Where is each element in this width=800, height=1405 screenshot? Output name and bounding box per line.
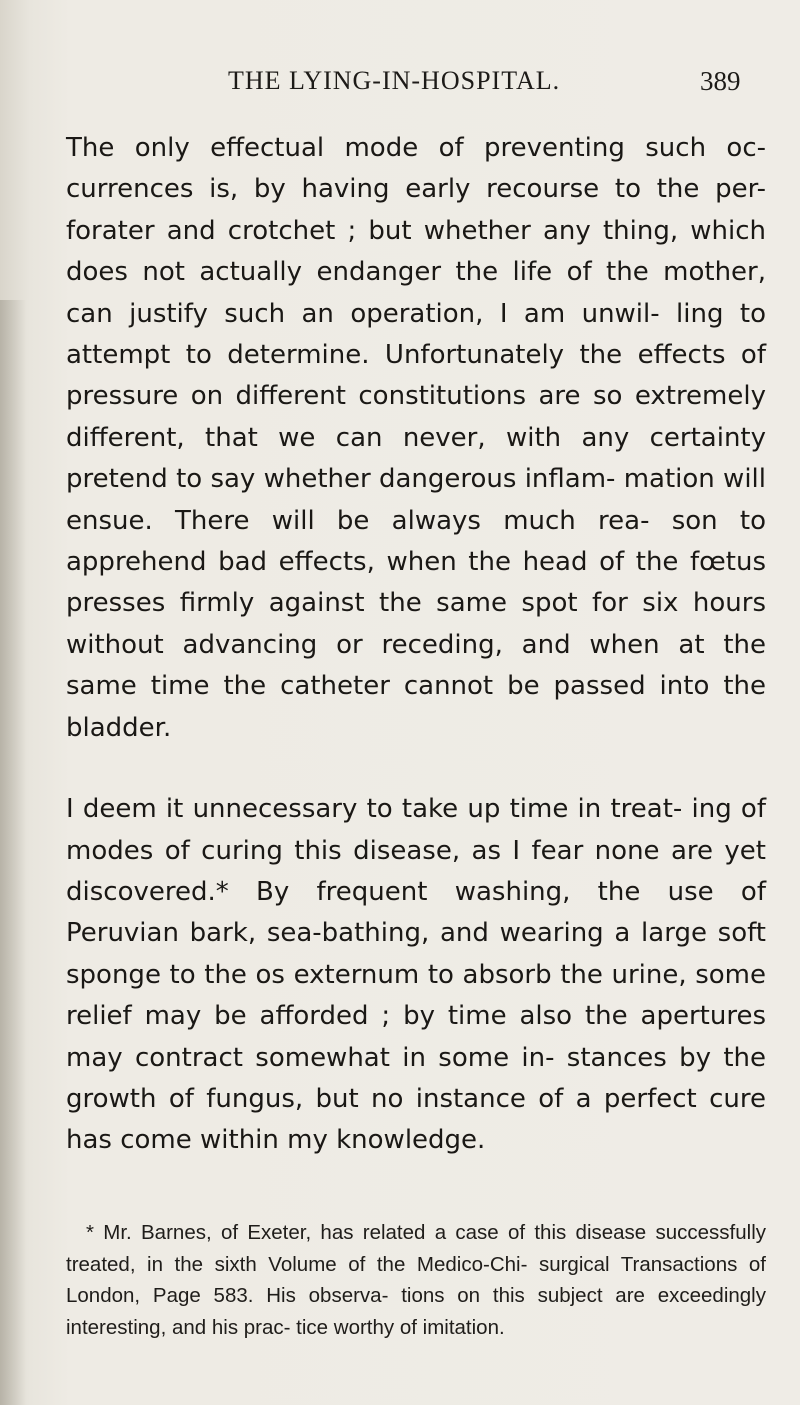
page-gutter-shadow bbox=[0, 300, 26, 1405]
paragraph-2: I deem it unnecessary to take up time in treat- ing of modes of curing this disease, as I fear none are yet discovered.* By frequent washing, the use of Peruvian bark, sea-bathing, and wearing a large soft sponge to the os externum to absorb the urine, some relief may be afforded ; by time also the apertures may contract somewhat in some in- stances by the growth of fungus, but no instance of a perfect cure has come within my knowledge. bbox=[66, 794, 766, 1156]
paragraph-1: The only effectual mode of preventing such oc- currences is, by having early recourse to the per- forater and crotchet ; but whether any thing, which does not actually endanger the life of the mother, can justify such an operation, I am unwil- ling to attempt to determine. Unfortunately the effects of pressure on different constitutions are so extremely different, that we can never, with any certainty pretend to say whether dangerous inflam- mation will ensue. There will be always much rea- son to apprehend bad effects, when the head of the fœtus presses firmly against the same spot for six hours without advancing or receding, and when at the same time the catheter cannot be passed into the bladder. bbox=[66, 133, 766, 743]
body-text bbox=[66, 128, 766, 1162]
footnote-text: * Mr. Barnes, of Exeter, has related a case of this disease successfully treated, in the sixth Volume of the Medico-Chi- surgical Transactions of London, Page 583. His observa- tions on this subject are exceedingly interesting, and his prac- tice worthy of imitation. bbox=[66, 1221, 766, 1339]
running-head: THE LYING-IN-HOSPITAL. bbox=[228, 66, 561, 95]
paragraph-gap bbox=[66, 749, 766, 789]
footnote bbox=[66, 1217, 766, 1343]
page-number: 389 bbox=[700, 66, 741, 96]
